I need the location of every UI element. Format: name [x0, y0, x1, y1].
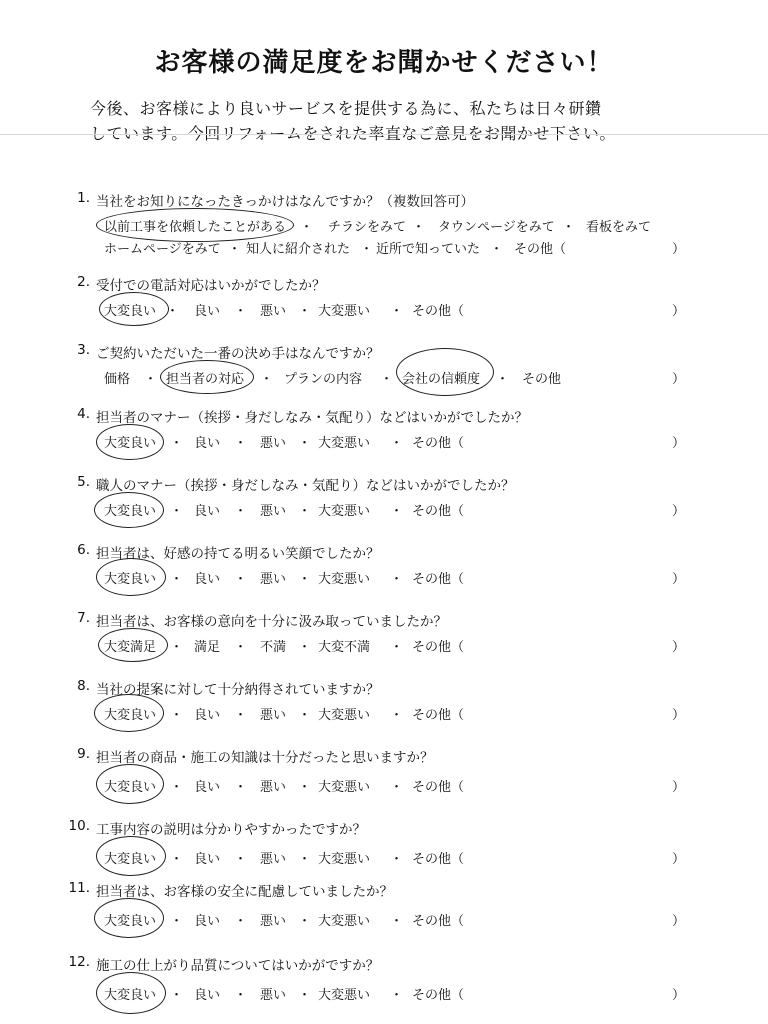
separator-dot: ・ [260, 372, 274, 387]
option[interactable]: 大変悪い [318, 780, 371, 795]
option[interactable]: 悪い [260, 504, 287, 519]
separator-dot: ・ [390, 504, 404, 519]
separator-dot: ・ [490, 242, 504, 257]
separator-dot: ・ [298, 852, 312, 867]
option[interactable]: 大変良い [104, 572, 157, 587]
separator-dot: ・ [170, 640, 184, 655]
option[interactable]: 悪い [260, 708, 287, 723]
option[interactable]: 大変良い [104, 504, 157, 519]
question-number: 9. [77, 746, 90, 762]
separator-dot: ・ [298, 640, 312, 655]
option[interactable]: 以前工事を依頼したことがある [104, 220, 287, 235]
question-number: 7. [77, 610, 90, 626]
option[interactable]: 悪い [260, 780, 287, 795]
closing-paren: ） [672, 572, 686, 587]
question-10 [0, 818, 768, 878]
option[interactable]: 大変悪い [318, 914, 371, 929]
separator-dot: ・ [390, 914, 404, 929]
option[interactable]: その他（ [412, 914, 465, 929]
question-number: 12. [68, 954, 90, 970]
option[interactable]: チラシをみて [328, 220, 407, 235]
question-7 [0, 610, 768, 670]
options-row [96, 568, 696, 588]
option[interactable]: 大変良い [104, 304, 157, 319]
option[interactable]: プランの内容 [284, 372, 363, 387]
option[interactable]: 知人に紹介された [246, 242, 351, 257]
question-9 [0, 746, 768, 806]
separator-dot: ・ [390, 780, 404, 795]
question-text: 担当者の商品・施工の知識は十分だったと思いますか？ [96, 750, 434, 766]
closing-paren: ） [672, 780, 686, 795]
option[interactable]: 大変悪い [318, 436, 371, 451]
page-title: お客様の満足度をお聞かせください！ [154, 48, 614, 78]
question-text: 受付での電話対応はいかがでしたか？ [96, 278, 326, 294]
option[interactable]: 悪い [260, 988, 287, 1003]
separator-dot: ・ [234, 852, 248, 867]
option[interactable]: 悪い [260, 852, 287, 867]
options-row [96, 500, 696, 520]
separator-dot: ・ [234, 640, 248, 655]
closing-paren: ） [672, 708, 686, 723]
option[interactable]: タウンページをみて [438, 220, 555, 235]
separator-dot: ・ [170, 852, 184, 867]
option[interactable]: 良い [194, 988, 221, 1003]
separator-dot: ・ [170, 708, 184, 723]
separator-dot: ・ [298, 708, 312, 723]
option[interactable]: 大変不満 [318, 640, 371, 655]
closing-paren: ） [672, 852, 686, 867]
option[interactable]: 良い [194, 780, 221, 795]
option[interactable]: その他（ [412, 304, 465, 319]
options-row [96, 636, 696, 656]
question-8 [0, 678, 768, 738]
separator-dot: ・ [390, 436, 404, 451]
separator-dot: ・ [390, 304, 404, 319]
separator-dot: ・ [234, 780, 248, 795]
question-2 [0, 274, 768, 334]
option[interactable]: 良い [194, 504, 221, 519]
option[interactable]: その他（ [412, 780, 465, 795]
separator-dot: ・ [298, 304, 312, 319]
option[interactable]: その他（ [412, 988, 465, 1003]
question-text: 職人のマナー（挨拶・身だしなみ・気配り）などはいかがでしたか？ [96, 478, 515, 494]
question-1 [0, 190, 768, 262]
question-text: 当社をお知りになったきっかけはなんですか？（複数回答可） [96, 194, 474, 210]
option[interactable]: 大変悪い [318, 572, 371, 587]
options-row [96, 984, 696, 1004]
option[interactable]: 悪い [260, 304, 287, 319]
separator-dot: ・ [496, 372, 510, 387]
question-text: 工事内容の説明は分かりやすかったですか？ [96, 822, 366, 838]
separator-dot: ・ [170, 914, 184, 929]
option[interactable]: 大変満足 [104, 640, 157, 655]
option[interactable]: 大変良い [104, 780, 157, 795]
separator-dot: ・ [170, 572, 184, 587]
option[interactable]: 大変悪い [318, 708, 371, 723]
options-row [104, 216, 704, 236]
separator-dot: ・ [380, 372, 394, 387]
intro-line-2: しています。今回リフォームをされた率直なご意見をお聞かせ下さい。 [90, 124, 616, 143]
options-row [96, 704, 696, 724]
closing-paren: ） [672, 504, 686, 519]
options-row [96, 368, 696, 388]
option[interactable]: 価格 [104, 372, 131, 387]
question-text: 担当者は、お客様の意向を十分に汲み取っていましたか？ [96, 614, 447, 630]
separator-dot: ・ [390, 708, 404, 723]
question-number: 1. [77, 190, 90, 206]
question-number: 5. [77, 474, 90, 490]
separator-dot: ・ [300, 220, 314, 235]
option[interactable]: 満足 [194, 640, 221, 655]
options-row [96, 848, 696, 868]
question-number: 3. [77, 342, 90, 358]
option[interactable]: その他 [522, 372, 562, 387]
separator-dot: ・ [298, 572, 312, 587]
separator-dot: ・ [298, 780, 312, 795]
question-number: 8. [77, 678, 90, 694]
intro-text [90, 96, 730, 146]
separator-dot: ・ [170, 436, 184, 451]
question-number: 10. [68, 818, 90, 834]
option[interactable]: その他（ [412, 852, 465, 867]
separator-dot: ・ [234, 572, 248, 587]
option[interactable]: 悪い [260, 914, 287, 929]
option[interactable]: 良い [194, 304, 221, 319]
separator-dot: ・ [144, 372, 158, 387]
question-number: 6. [77, 542, 90, 558]
question-text: 当社の提案に対して十分納得されていますか？ [96, 682, 380, 698]
question-number: 11. [68, 880, 90, 896]
question-text: 担当者は、好感の持てる明るい笑顔でしたか？ [96, 546, 380, 562]
separator-dot: ・ [170, 988, 184, 1003]
option[interactable]: 大変悪い [318, 988, 371, 1003]
options-row-2 [104, 238, 704, 258]
option[interactable]: 大変良い [104, 436, 157, 451]
option[interactable]: 良い [194, 708, 221, 723]
separator-dot: ・ [298, 988, 312, 1003]
option[interactable]: 悪い [260, 436, 287, 451]
option[interactable]: 看板をみて [586, 220, 652, 235]
separator-dot: ・ [170, 504, 184, 519]
separator-dot: ・ [170, 780, 184, 795]
separator-dot: ・ [234, 708, 248, 723]
separator-dot: ・ [234, 436, 248, 451]
closing-paren: ） [672, 436, 686, 451]
question-3 [0, 342, 768, 402]
option[interactable]: 良い [194, 572, 221, 587]
separator-line [0, 134, 768, 135]
option[interactable]: 大変悪い [318, 304, 371, 319]
separator-dot: ・ [412, 220, 426, 235]
option[interactable]: その他（ [514, 242, 567, 257]
separator-dot: ・ [234, 304, 248, 319]
option[interactable]: 会社の信頼度 [402, 372, 481, 387]
option[interactable]: その他（ [412, 708, 465, 723]
question-text: 担当者のマナー（挨拶・身だしなみ・気配り）などはいかがでしたか？ [96, 410, 528, 426]
option[interactable]: その他（ [412, 436, 465, 451]
separator-dot: ・ [298, 436, 312, 451]
option[interactable]: 良い [194, 436, 221, 451]
question-12 [0, 954, 768, 1014]
option[interactable]: 大変良い [104, 988, 157, 1003]
closing-paren: ） [672, 242, 686, 257]
separator-dot: ・ [234, 504, 248, 519]
question-number: 2. [77, 274, 90, 290]
option[interactable]: 大変悪い [318, 852, 371, 867]
intro-line-1: 今後、お客様により良いサービスを提供する為に、私たちは日々研鑽 [90, 99, 602, 118]
option[interactable]: その他（ [412, 504, 465, 519]
option[interactable]: 良い [194, 914, 221, 929]
closing-paren: ） [672, 914, 686, 929]
separator-dot: ・ [166, 304, 180, 319]
question-5 [0, 474, 768, 534]
option[interactable]: その他（ [412, 640, 465, 655]
closing-paren: ） [672, 372, 686, 387]
separator-dot: ・ [298, 504, 312, 519]
separator-dot: ・ [234, 914, 248, 929]
question-number: 4. [77, 406, 90, 422]
options-row [96, 910, 696, 930]
question-text: 担当者は、お客様の安全に配慮していましたか？ [96, 884, 393, 900]
option[interactable]: 近所で知っていた [376, 242, 481, 257]
question-6 [0, 542, 768, 602]
option[interactable]: ホームページをみて [104, 242, 221, 257]
separator-dot: ・ [390, 988, 404, 1003]
separator-dot: ・ [360, 242, 374, 257]
option[interactable]: 悪い [260, 572, 287, 587]
separator-dot: ・ [390, 640, 404, 655]
closing-paren: ） [672, 304, 686, 319]
closing-paren: ） [672, 988, 686, 1003]
option[interactable]: 大変良い [104, 852, 157, 867]
separator-dot: ・ [228, 242, 242, 257]
option[interactable]: 不満 [260, 640, 287, 655]
separator-dot: ・ [390, 852, 404, 867]
option[interactable]: 大変良い [104, 914, 157, 929]
option[interactable]: 大変良い [104, 708, 157, 723]
separator-dot: ・ [562, 220, 576, 235]
question-text: ご契約いただいた一番の決め手はなんですか？ [96, 346, 380, 362]
options-row [96, 776, 696, 796]
separator-dot: ・ [298, 914, 312, 929]
question-11 [0, 880, 768, 940]
options-row [96, 300, 696, 320]
closing-paren: ） [672, 640, 686, 655]
separator-dot: ・ [390, 572, 404, 587]
question-4 [0, 406, 768, 466]
options-row [96, 432, 696, 452]
option[interactable]: その他（ [412, 572, 465, 587]
option[interactable]: 良い [194, 852, 221, 867]
option[interactable]: 担当者の対応 [166, 372, 245, 387]
separator-dot: ・ [234, 988, 248, 1003]
option[interactable]: 大変悪い [318, 504, 371, 519]
question-text: 施工の仕上がり品質についてはいかがですか？ [96, 958, 380, 974]
